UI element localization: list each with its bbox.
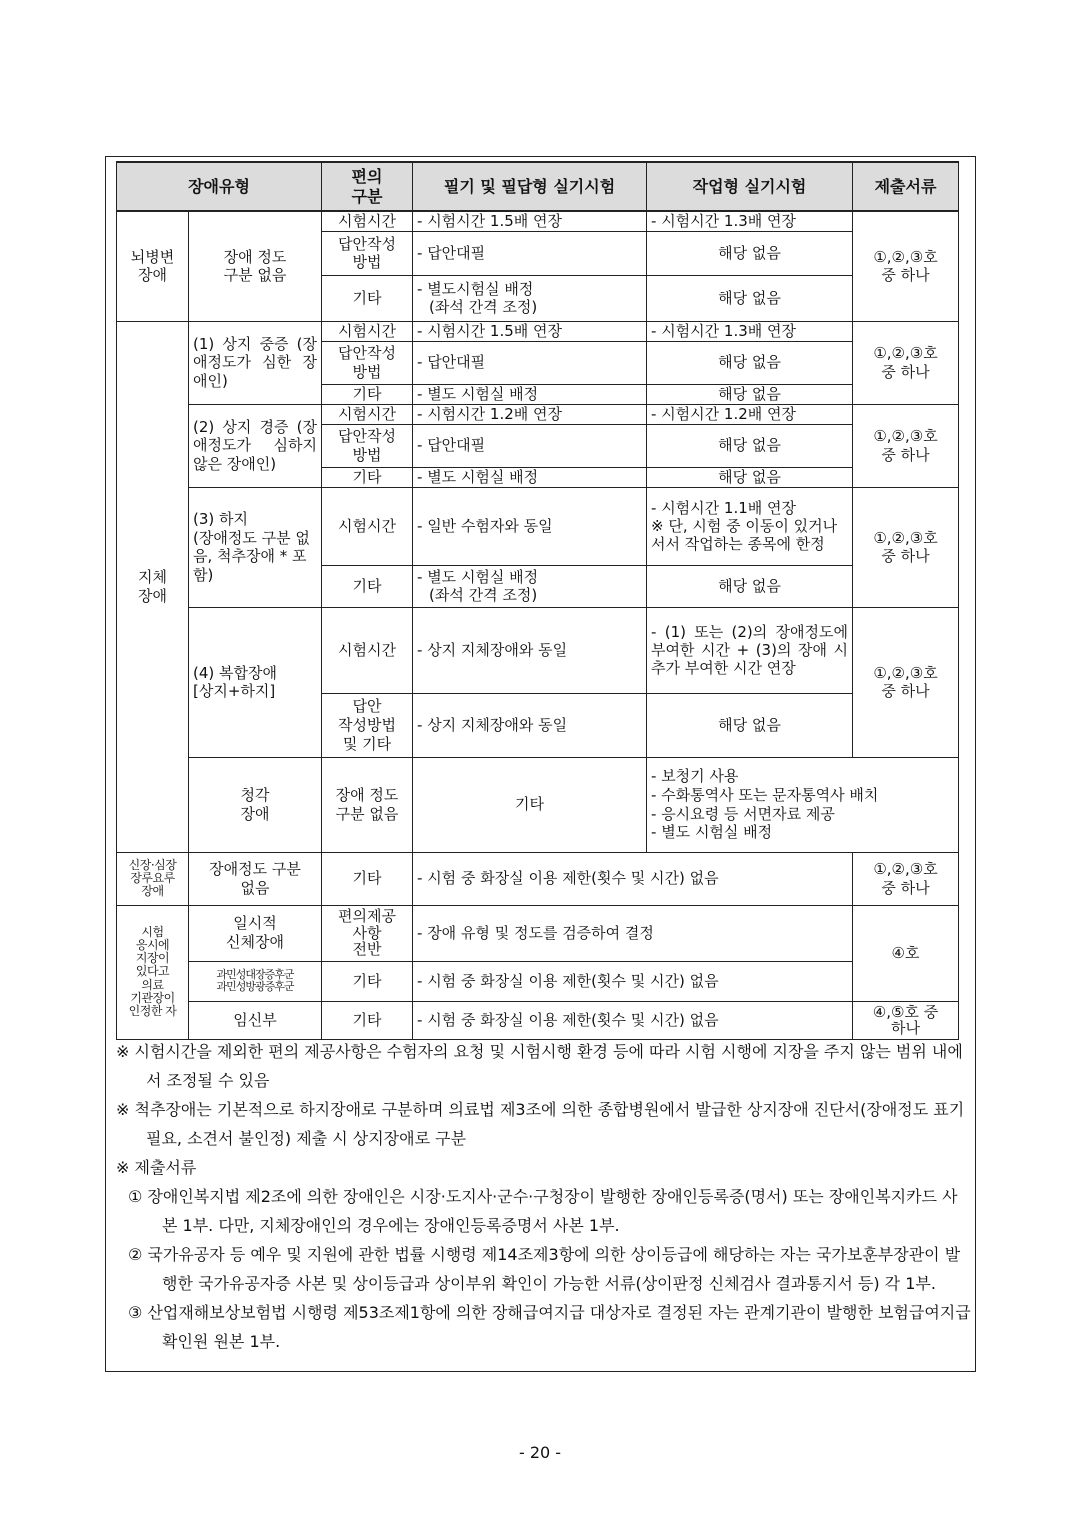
table-row bbox=[117, 607, 959, 693]
practical-cell: 해당 없음 bbox=[647, 231, 853, 275]
subtype-pregnant: 임신부 bbox=[189, 1001, 322, 1039]
category-cell: 기타 bbox=[322, 275, 413, 321]
written-cell: - 시험시간 1.2배 연장 bbox=[413, 404, 647, 424]
subtype-kidney: 장애정도 구분 없음 bbox=[189, 852, 322, 905]
subtype-upper-severe: (1) 상지 중증 (장애정도가 심한 장애인) bbox=[189, 321, 322, 404]
practical-cell: - (1) 또는 (2)의 장애정도에 부여한 시간 + (3)의 장애 시 추가 부여한 시간 연장 bbox=[647, 607, 853, 693]
written-cell: - 별도시험실 배정 (좌석 간격 조정) bbox=[413, 275, 647, 321]
practical-cell: - 시험시간 1.1배 연장 ※ 단, 시험 중 이동이 있거나 서서 작업하는 종목에 한정 bbox=[647, 487, 853, 565]
written-cell: - 상지 지체장애와 동일 bbox=[413, 693, 647, 757]
practical-cell: 해당 없음 bbox=[647, 275, 853, 321]
category-cell: 기타 bbox=[413, 757, 647, 852]
practical-cell: 해당 없음 bbox=[647, 565, 853, 607]
content-cell: - 시험 중 화장실 이용 제한(횟수 및 시간) 없음 bbox=[413, 961, 853, 1001]
category-cell: 답안작성 방법 bbox=[322, 231, 413, 275]
table-row bbox=[117, 1001, 959, 1039]
group-hearing: 청각 장애 bbox=[189, 757, 322, 852]
subtype-temporary: 일시적 신체장애 bbox=[189, 905, 322, 961]
table-row bbox=[117, 905, 959, 961]
practical-cell: - 시험시간 1.2배 연장 bbox=[647, 404, 853, 424]
written-cell: - 별도 시험실 배정 (좌석 간격 조정) bbox=[413, 565, 647, 607]
table-row bbox=[117, 852, 959, 905]
document-item-3: ③ 산업재해보상보험법 시행령 제53조제1항에 의한 장해급여지급 대상자로 결정된 자는 관계기관이 발행한 보험급여지급확인원 원본 1부. bbox=[128, 1303, 971, 1351]
category-cell: 답안작성 방법 bbox=[322, 424, 413, 467]
table-row bbox=[117, 757, 959, 852]
practical-cell: - 시험시간 1.3배 연장 bbox=[647, 211, 853, 231]
content-cell: - 시험 중 화장실 이용 제한(횟수 및 시간) 없음 bbox=[413, 1001, 853, 1039]
category-cell: 시험시간 bbox=[322, 321, 413, 341]
group-physical-disability: 지체 장애 bbox=[117, 321, 189, 852]
written-cell: - 별도 시험실 배정 bbox=[413, 384, 647, 404]
note-convenience: ※ 시험시간을 제외한 편의 제공사항은 수험자의 요청 및 시험시행 환경 등에 따라 시험 시행에 지장을 주지 않는 범위 내에서 조정될 수 있음 bbox=[116, 1042, 963, 1090]
exam-accommodation-table bbox=[116, 161, 959, 1040]
written-cell: - 답안대필 bbox=[413, 341, 647, 384]
practical-cell: 해당 없음 bbox=[647, 467, 853, 487]
practical-cell: 해당 없음 bbox=[647, 341, 853, 384]
written-cell: - 답안대필 bbox=[413, 231, 647, 275]
group-kidney-heart: 신장·심장 장루요루 장애 bbox=[117, 852, 189, 905]
written-cell: - 상지 지체장애와 동일 bbox=[413, 607, 647, 693]
documents-cell: ①,②,③호 중 하나 bbox=[853, 487, 959, 607]
practical-cell: 해당 없음 bbox=[647, 693, 853, 757]
table-header-row bbox=[117, 162, 959, 211]
content-cell: - 보청기 사용 - 수화통역사 또는 문자통역사 배치 - 응시요령 등 서면자료 제공 - 별도 시험실 배정 bbox=[647, 757, 959, 852]
documents-cell: ①,②,③호 중 하나 bbox=[853, 404, 959, 487]
written-cell: - 시험시간 1.5배 연장 bbox=[413, 211, 647, 231]
content-cell: - 장애 유형 및 정도를 검증하여 결정 bbox=[413, 905, 853, 961]
table-row bbox=[117, 404, 959, 424]
document-item-2: ② 국가유공자 등 예우 및 지원에 관한 법률 시행령 제14조제3항에 의한 상이등급에 해당하는 자는 국가보훈부장관이 발행한 국가유공자증 사본 및 상이등급과 상이부위 확인이 가능한 서류(상이판정 신체검사 결과통지서 등) 각 1부. bbox=[128, 1245, 961, 1293]
written-cell: - 별도 시험실 배정 bbox=[413, 467, 647, 487]
practical-cell: 해당 없음 bbox=[647, 424, 853, 467]
written-cell: - 시험시간 1.5배 연장 bbox=[413, 321, 647, 341]
content-cell: - 시험 중 화장실 이용 제한(횟수 및 시간) 없음 bbox=[413, 852, 853, 905]
documents-cell: ①,②,③호 중 하나 bbox=[853, 211, 959, 321]
subtype-bowel-bladder: 과민성대장증후군 과민성방광증후군 bbox=[189, 961, 322, 1001]
page-number: - 20 - bbox=[518, 1443, 562, 1462]
header-written-exam: 필기 및 필답형 실기시험 bbox=[413, 162, 647, 211]
category-cell: 기타 bbox=[322, 384, 413, 404]
written-cell: - 답안대필 bbox=[413, 424, 647, 467]
subtype-hearing: 장애 정도 구분 없음 bbox=[322, 757, 413, 852]
group-medically-certified: 시험 응시에 지장이 있다고 의료 기관장이 인정한 자 bbox=[117, 905, 189, 1039]
table-row bbox=[117, 961, 959, 1001]
category-cell: 답안작성 방법 bbox=[322, 341, 413, 384]
category-cell: 시험시간 bbox=[322, 487, 413, 565]
subtype-brain: 장애 정도 구분 없음 bbox=[189, 211, 322, 321]
documents-cell: ④,⑤호 중 하나 bbox=[853, 1001, 959, 1039]
group-brain-lesion: 뇌병변 장애 bbox=[117, 211, 189, 321]
category-cell: 시험시간 bbox=[322, 607, 413, 693]
practical-cell: - 시험시간 1.3배 연장 bbox=[647, 321, 853, 341]
header-practical-exam: 작업형 실기시험 bbox=[647, 162, 853, 211]
document-item-1: ① 장애인복지법 제2조에 의한 장애인은 시장·도지사·군수·구청장이 발행한 장애인등록증(명서) 또는 장애인복지카드 사본 1부. 다만, 지체장애인의 경우에는 장애인등록증명서 사본 1부. bbox=[128, 1187, 958, 1235]
documents-cell: ④호 bbox=[853, 905, 959, 1001]
category-cell: 기타 bbox=[322, 565, 413, 607]
header-disability-type: 장애유형 bbox=[117, 162, 322, 211]
category-cell: 시험시간 bbox=[322, 404, 413, 424]
documents-cell: ①,②,③호 중 하나 bbox=[853, 321, 959, 404]
written-cell: - 일반 수험자와 동일 bbox=[413, 487, 647, 565]
note-documents-heading: ※ 제출서류 bbox=[116, 1158, 197, 1177]
header-documents: 제출서류 bbox=[853, 162, 959, 211]
category-cell: 기타 bbox=[322, 961, 413, 1001]
subtype-upper-mild: (2) 상지 경증 (장애정도가 심하지 않은 장애인) bbox=[189, 404, 322, 487]
documents-cell: ①,②,③호 중 하나 bbox=[853, 607, 959, 757]
practical-cell: 해당 없음 bbox=[647, 384, 853, 404]
header-convenience-category: 편의 구분 bbox=[322, 162, 413, 211]
category-cell: 기타 bbox=[322, 467, 413, 487]
table-row bbox=[117, 211, 959, 231]
documents-cell: ①,②,③호 중 하나 bbox=[853, 852, 959, 905]
category-cell: 답안 작성방법 및 기타 bbox=[322, 693, 413, 757]
subtype-complex: (4) 복합장애 [상지+하지] bbox=[189, 607, 322, 757]
table-row bbox=[117, 321, 959, 341]
table-row bbox=[117, 487, 959, 565]
category-cell: 기타 bbox=[322, 1001, 413, 1039]
subtype-lower-limb: (3) 하지 (장애정도 구분 없음, 척추장애 * 포함) bbox=[189, 487, 322, 607]
footnotes bbox=[116, 1037, 971, 1356]
category-cell: 시험시간 bbox=[322, 211, 413, 231]
category-cell: 편의제공 사항 전반 bbox=[322, 905, 413, 961]
note-spinal: ※ 척추장애는 기본적으로 하지장애로 구분하며 의료법 제3조에 의한 종합병원에서 발급한 상지장애 진단서(장애정도 표기 필요, 소견서 불인정) 제출 시 상지장애로 구분 bbox=[116, 1100, 965, 1148]
category-cell: 기타 bbox=[322, 852, 413, 905]
